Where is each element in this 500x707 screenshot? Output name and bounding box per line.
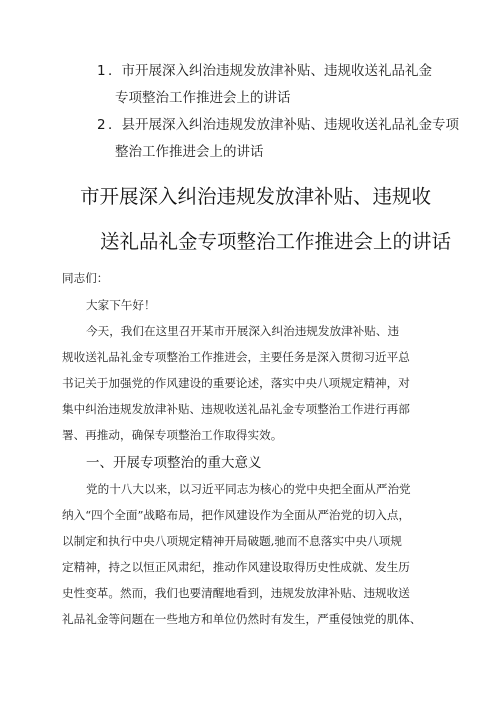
toc-item-1-line-1: ．市开展深入纠治违规发放津补贴、违规收送礼品礼金 [108,63,432,79]
intro-line-2: 规收送礼品礼金专项整治工作推进会，主要任务是深入贯彻习近平总 [62,350,410,364]
title-line-2: 送礼品礼金专项整治工作推进会上的讲话 [100,230,452,253]
section-heading-1: 一、开展专项整治的重大意义 [86,455,262,471]
title-line-1: 市开展深入纠治违规发放津补贴、违规收 [80,185,432,208]
salutation: 同志们： [62,271,109,285]
toc-item-1-number: 1 [97,63,106,79]
section-1-line-6: 礼品礼金等问题在一些地方和单位仍然时有发生，严重侵蚀党的肌体、 [62,612,422,626]
intro-line-1: 今天，我们在这里召开某市开展深入纠治违规发放津补贴、违 [86,324,400,338]
section-1-line-3: 以制定和执行中央八项规定精神开局破题,驰而不息落实中央八项规 [62,534,402,548]
toc-item-2-line-2: 整治工作推进会上的讲话 [115,144,264,160]
greeting: 大家下午好！ [86,298,156,312]
section-1-line-1: 党的十八大以来，以习近平同志为核心的党中央把全面从严治党 [86,482,411,496]
intro-line-5: 署、再推动，确保专项整治工作取得实效。 [62,428,283,442]
toc-item-2-line-1: ．县开展深入纠治违规发放津补贴、违规收送礼品礼金专项 [108,117,459,133]
section-1-line-5: 史性变革。然而，我们也要清醒地看到，违规发放津补贴、违规收送 [62,586,410,600]
section-1-line-4: 定精神，持之以恒正风肃纪，推动作风建设取得历史性成就、发生历 [62,560,410,574]
toc-item-1-line-2: 专项整治工作推进会上的讲话 [115,90,291,106]
section-1-line-2: 纳入“四个全面”战略布局，把作风建设作为全面从严治党的切入点， [62,508,411,522]
intro-line-4: 集中纠治违规发放津补贴、违规收送礼品礼金专项整治工作进行再部 [62,402,410,416]
toc-item-2-number: 2 [97,117,106,133]
intro-line-3: 书记关于加强党的作风建设的重要论述，落实中央八项规定精神，对 [62,376,410,390]
